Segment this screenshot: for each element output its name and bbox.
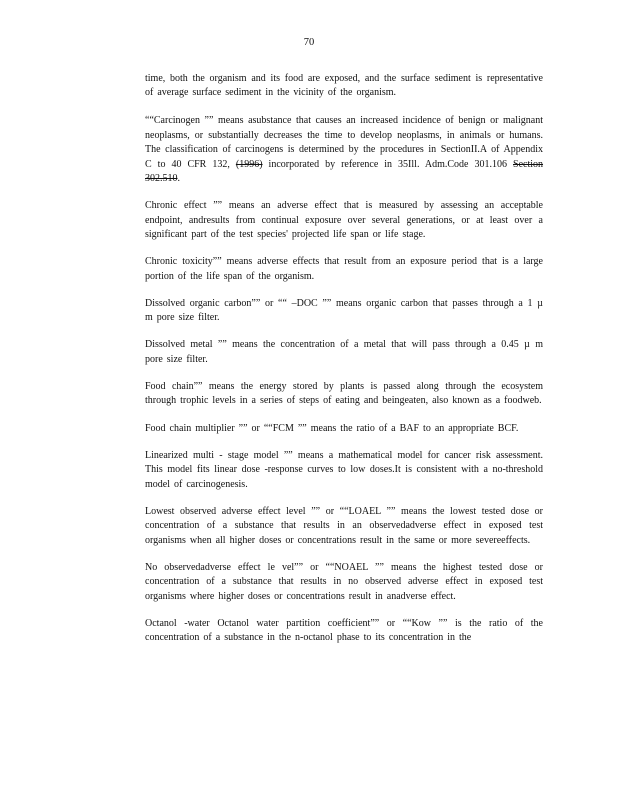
definition-paragraph-chronic-effect <box>145 199 543 242</box>
paragraph-text: Octanol -water Octanol water partition coefficient”” or ““Kow ”” is the ratio of the concentration of a substance in the n-octanol phase to its concentration in the <box>145 617 543 644</box>
paragraph-text: time, both the organism and its food are exposed, and the surface sediment is representative of average surface sediment in the vicinity of the organism. <box>145 73 543 99</box>
paragraph-text: Lowest observed adverse effect level ”” or ““LOAEL ”” means the lowest tested dose or concentration of a substance that results in an observedadverse effect in exposed test organisms when all higher doses or concentrations result in the same or more severeeffects. <box>145 505 543 546</box>
paragraph-text: incorporated by reference in 35Ill. Adm.Code 301.106 <box>262 158 514 170</box>
definition-paragraph-linearized-model <box>145 449 543 492</box>
document-body <box>145 72 543 658</box>
definition-paragraph-chronic-toxicity <box>145 255 543 284</box>
paragraph-text: Linearized multi - stage model ”” means a mathematical model for cancer risk assessment. This model fits linear dose -response curves to low doses.It is consistent with a no-threshold model of carcinogenesis. <box>145 449 543 490</box>
definition-paragraph-octanol-water <box>145 617 543 646</box>
struck-text: Section 302.510 <box>145 158 544 184</box>
paragraph-text: Food chain multiplier ”” or ““FCM ”” means the ratio of a BAF to an appropriate BCF. <box>145 422 519 434</box>
definition-paragraph-food-chain <box>145 380 543 409</box>
definition-paragraph-loael <box>145 505 543 548</box>
paragraph-text: . <box>177 172 180 184</box>
paragraph-text: ““Carcinogen ”” means asubstance that causes an increased incidence of benign or malignant neoplasms, or substantially decreases the time to develop neoplasms, in animals or humans. The classification of carcinogens is determined by the procedures in SectionII.A of Appendix C to 40 CFR 132, <box>145 115 543 170</box>
definition-paragraph-dissolved-organic-carbon <box>145 297 543 326</box>
struck-text: (1996) <box>235 158 263 170</box>
paragraph-text: Dissolved organic carbon”” or ““ –DOC ”” means organic carbon that passes through a 1 µ m pore size filter. <box>145 297 543 324</box>
definition-paragraph-organism-food <box>145 72 543 101</box>
page-number: 70 <box>303 37 315 48</box>
definition-paragraph-dissolved-metal <box>145 338 543 367</box>
definition-paragraph-food-chain-multiplier <box>145 422 543 436</box>
definition-paragraph-noael <box>145 561 543 604</box>
paragraph-text: Chronic effect ”” means an adverse effect that is measured by assessing an acceptable endpoint, andresults from continual exposure over several generations, or at least over a significant part of the test species' projected life span or life stage. <box>145 200 543 240</box>
definition-paragraph-carcinogen <box>145 114 543 186</box>
paragraph-text: No observedadverse effect le vel”” or ““NOAEL ”” means the highest tested dose or concentration of a substance that results in no observed adverse effect in exposed test organisms where higher doses or concentrations result in anadverse effect. <box>145 561 543 602</box>
paragraph-text: Chronic toxicity”” means adverse effects that result from an exposure period that is a large portion of the life span of the organism. <box>145 256 543 282</box>
paragraph-text: Food chain”” means the energy stored by plants is passed along through the ecosystem through trophic levels in a series of steps of eating and beingeaten, also known as a foodweb. <box>145 380 543 407</box>
paragraph-text: Dissolved metal ”” means the concentration of a metal that will pass through a 0.45 µ m pore size filter. <box>145 339 543 365</box>
